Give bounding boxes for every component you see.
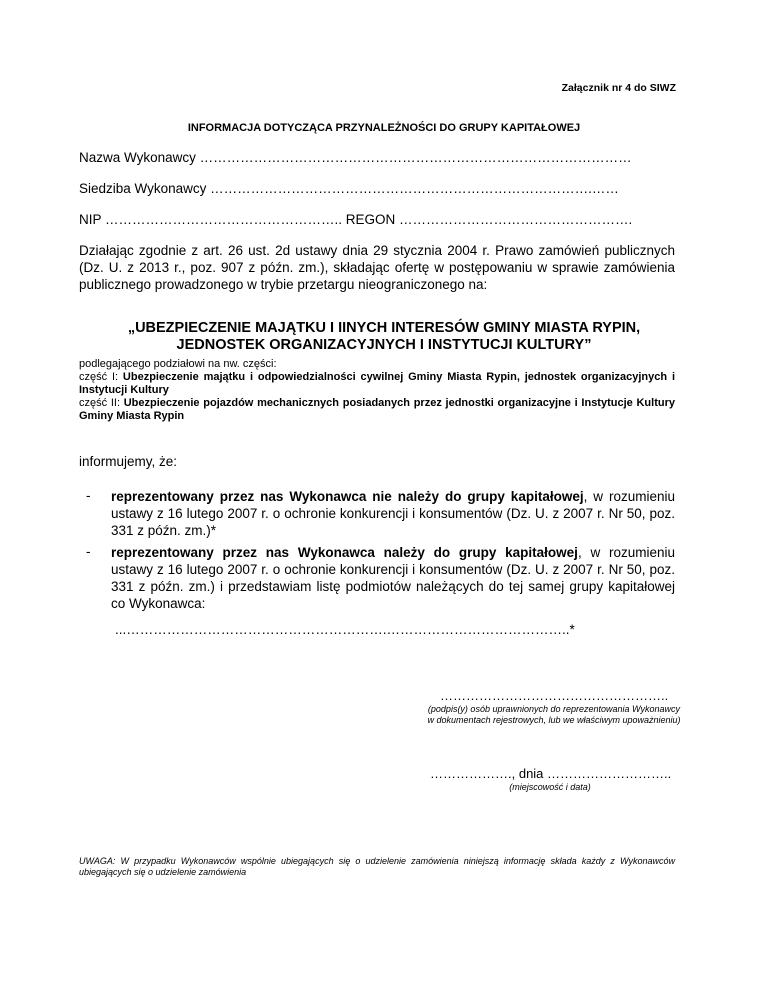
signature-line: ……………………………………………..: [440, 688, 669, 703]
contractor-name-field: Nazwa Wykonawcy ……………………………………………………………………………………: [79, 150, 632, 165]
option-2-dash: -: [86, 544, 91, 559]
tender-title-line-2: JEDNOSTEK ORGANIZACYJNYCH I INSTYTUCJI KULTURY”: [176, 337, 592, 353]
option-1: [111, 488, 675, 539]
place-date-line: ………………., dnia ………………………..: [430, 766, 672, 781]
tender-title: [0, 320, 768, 354]
part-1-text: Ubezpieczenie majątku i odpowiedzialności cywilnej Gminy Miasta Rypin, jednostek organizacyjnych i Instytucji Kultury: [79, 371, 675, 396]
option-2-rest: , w rozumieniu ustawy z 16 lutego 2007 r. o ochronie konkurencji i konsumentów (Dz. U. z 2007 r. Nr 50, poz. 331 z późn. zm.) i przedstawiam listę podmiotów należących do tej samej grupy kapitałowej co Wykonawca:: [111, 545, 675, 611]
part-2: [79, 397, 675, 423]
inform-label: informujemy, że:: [79, 454, 178, 469]
document-heading: INFORMACJA DOTYCZĄCA PRZYNALEŻNOŚCI DO GRUPY KAPITAŁOWEJ: [187, 122, 581, 134]
part-1: [79, 371, 675, 397]
signature-caption: (podpis(y) osób uprawnionych do reprezentowania Wykonawcy w dokumentach rejestrowych, lub we właściwym upoważnieniu): [427, 704, 681, 725]
part-2-prefix: część II:: [79, 397, 124, 409]
intro-paragraph: Działając zgodnie z art. 26 ust. 2d ustawy dnia 29 stycznia 2004 r. Prawo zamówień publicznych (Dz. U. z 2013 r., poz. 907 z późn. zm.), składając ofertę w postępowaniu w sprawie zamówienia publicznego prowadzonego w trybie przetargu nieograniczonego na:: [79, 243, 675, 292]
option-1-dash: -: [86, 488, 91, 503]
place-date-caption: (miejscowość i data): [509, 782, 591, 792]
parts-section: [79, 358, 675, 423]
option-2: [111, 544, 675, 612]
part-2-text: Ubezpieczenie pojazdów mechanicznych posiadanych przez jednostki organizacyjne i Instytucje Kultury Gminy Miasta Rypin: [79, 397, 675, 422]
option-2-bold: reprezentowany przez nas Wykonawca należy do grupy kapitałowej: [111, 545, 578, 560]
option-1-rest: , w rozumieniu ustawy z 16 lutego 2007 r. o ochronie konkurencji i konsumentów (Dz. U. z 2007 r. Nr 50, poz. 331 z późn. zm.)*: [111, 489, 675, 538]
part-1-prefix: część I:: [79, 371, 123, 383]
tender-title-line-1: „UBEZPIECZENIE MAJĄTKU I IINYCH INTERESÓW GMINY MIASTA RYPIN,: [127, 320, 641, 336]
annex-label: Załącznik nr 4 do SIWZ: [561, 82, 676, 94]
note: UWAGA: W przypadku Wykonawców wspólnie ubiegających się o udzielenie zamówienia niniejszą informację składa każdy z Wykonawców ubiegających się o udzielenie zamówienia: [79, 856, 675, 877]
nip-regon-field: NIP …………………………………………….. REGON …………………………………………….: [79, 212, 633, 227]
group-list-line: ...………………………………………………….…………………………………..*: [115, 622, 575, 637]
parts-intro: podlegającego podziałowi na nw. części:: [79, 358, 277, 370]
option-1-bold: reprezentowany przez nas Wykonawca nie należy do grupy kapitałowej: [111, 489, 584, 504]
contractor-seat-field: Siedziba Wykonawcy ………………………………………………………………………….……: [79, 181, 619, 196]
